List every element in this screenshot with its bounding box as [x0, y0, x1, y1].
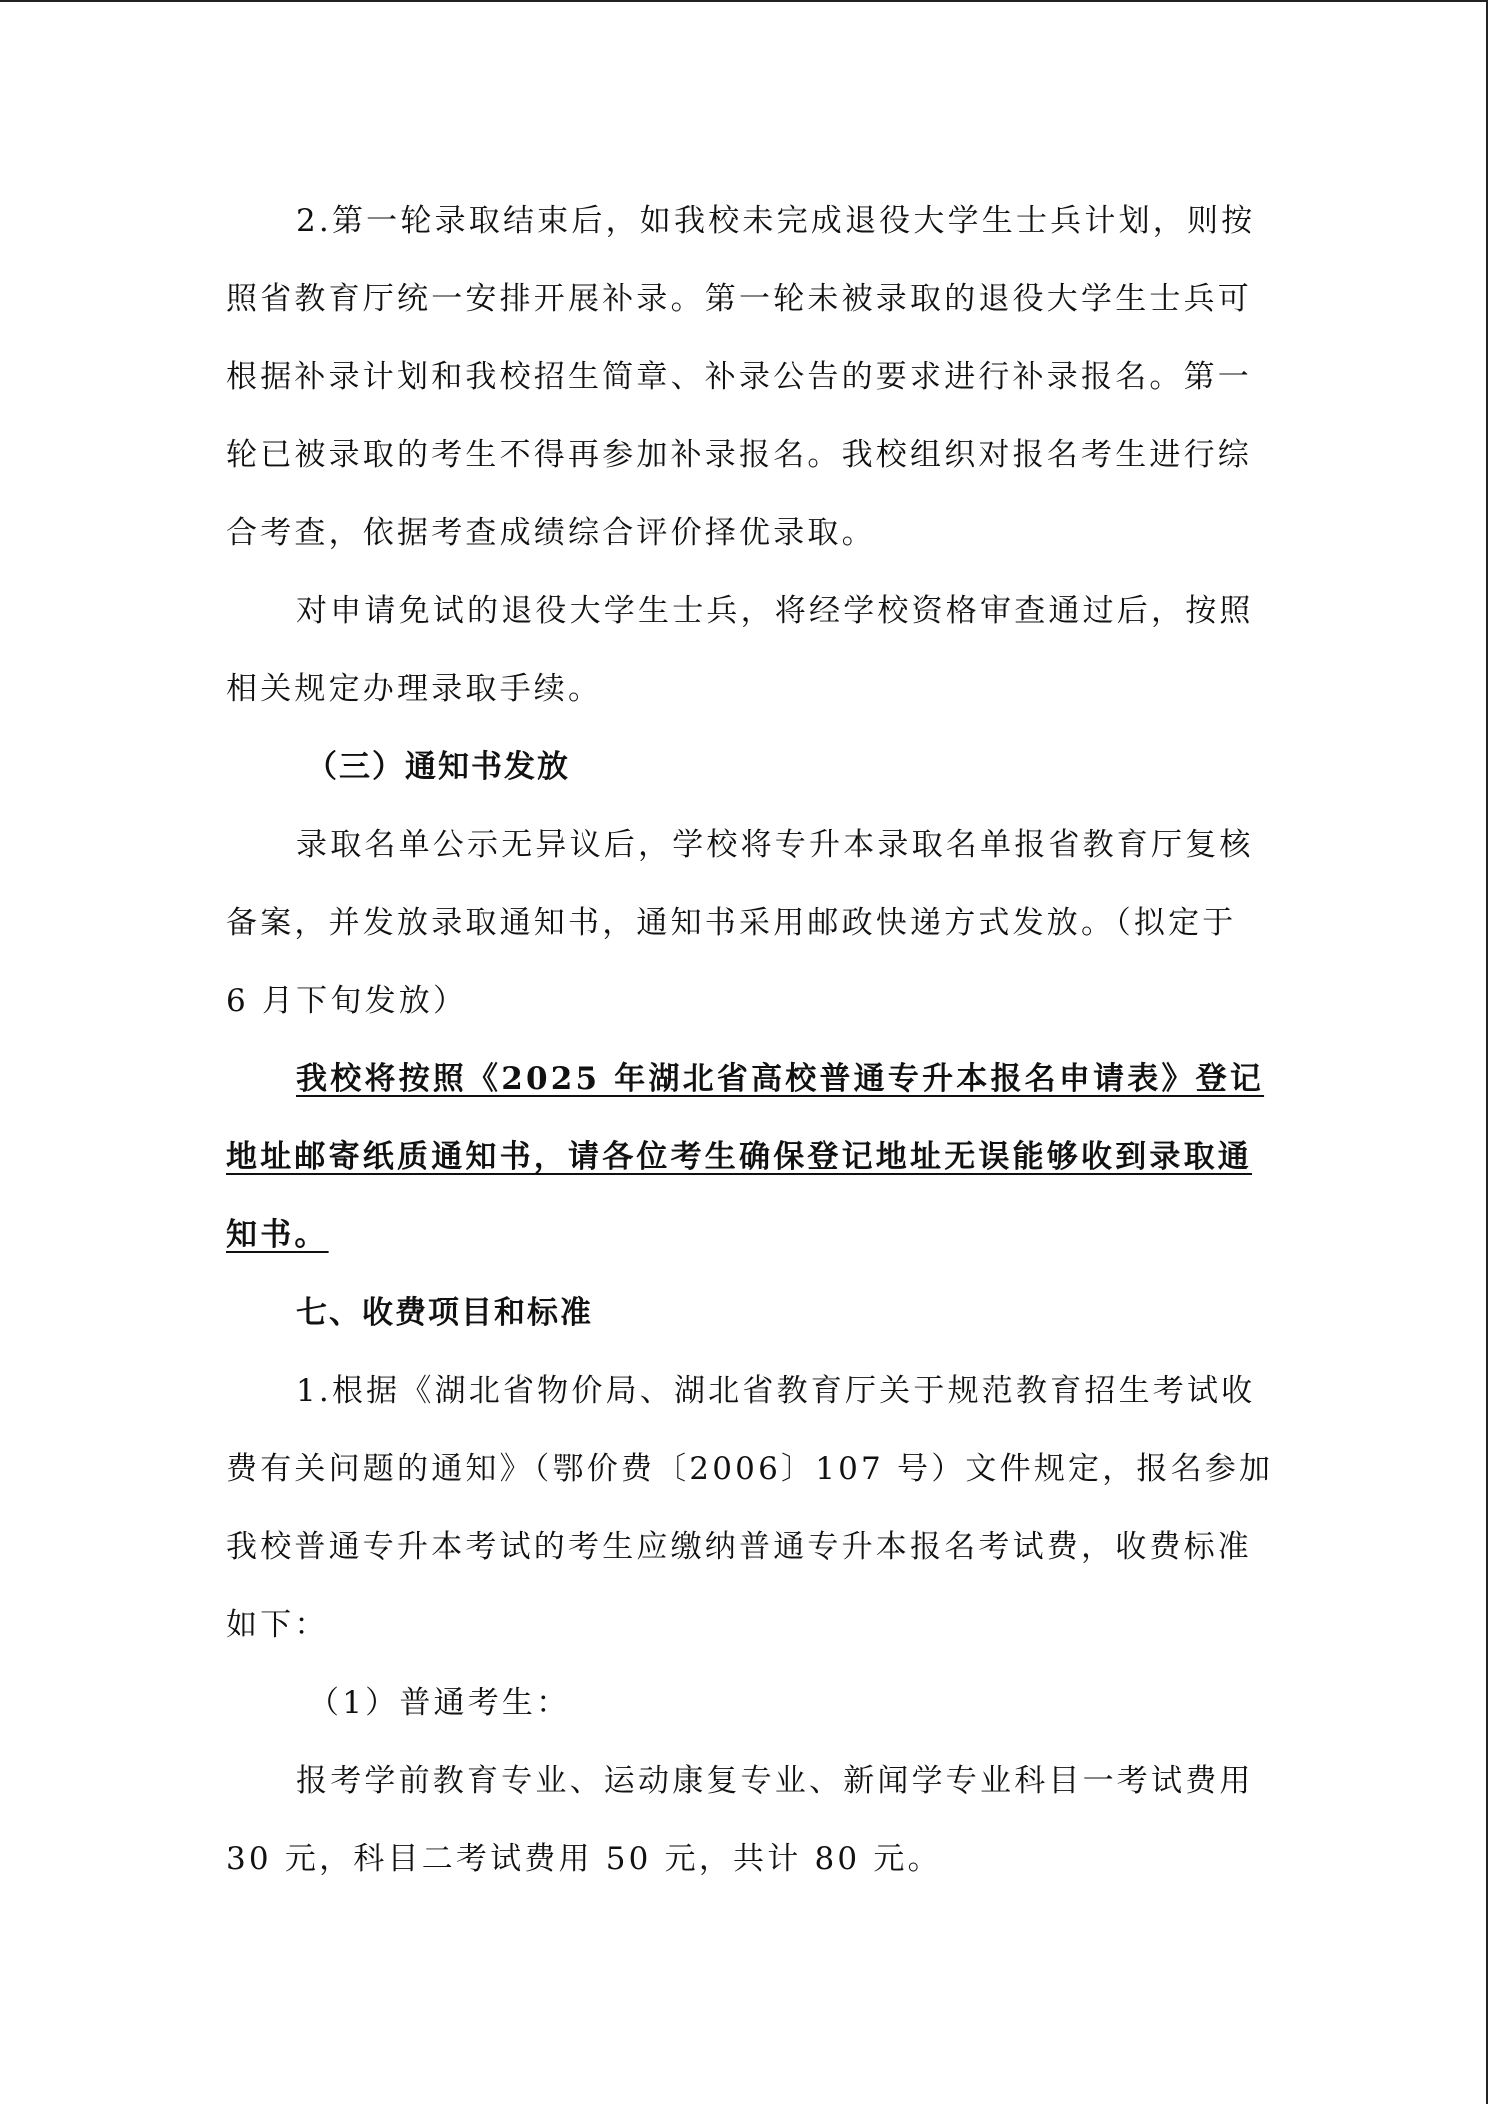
- paragraph-line: 6 月下旬发放）: [226, 983, 468, 1019]
- emphasis-line: [226, 1050, 1265, 1128]
- underlined-text: 知书。: [226, 1217, 329, 1253]
- document-body: [226, 192, 1274, 1908]
- paragraph-line: 对申请免试的退役大学生士兵，将经学校资格审查通过后，按照: [296, 593, 1254, 629]
- paragraph-line: 照省教育厅统一安排开展补录。第一轮未被录取的退役大学生士兵可: [226, 281, 1252, 317]
- paragraph-line: 如下：: [226, 1607, 329, 1643]
- paragraph-line: 费有关问题的通知》（鄂价费〔2006〕107 号）文件规定，报名参加: [226, 1451, 1274, 1487]
- paragraph-line: 合考查，依据考查成绩综合评价择优录取。: [226, 515, 876, 551]
- subheading-regular-candidates: （1）普通考生：: [308, 1685, 571, 1721]
- section-heading-notice: （三）通知书发放: [306, 749, 570, 785]
- paragraph-line: 30 元，科目二考试费用 50 元，共计 80 元。: [226, 1841, 942, 1877]
- paragraph-line: 相关规定办理录取手续。: [226, 671, 603, 707]
- underlined-text: 我校将按照《2025 年湖北省高校普通专升本报名申请表》登记: [296, 1061, 1265, 1097]
- paragraph-line: 备案，并发放录取通知书，通知书采用邮政快递方式发放。（拟定于: [226, 905, 1237, 941]
- emphasis-line: [226, 1128, 1262, 1206]
- paragraph-line: 报考学前教育专业、运动康复专业、新闻学专业科目一考试费用: [296, 1763, 1254, 1799]
- emphasis-line: [226, 1206, 1262, 1284]
- paragraph-line: 我校普通专升本考试的考生应缴纳普通专升本报名考试费，收费标准: [226, 1529, 1252, 1565]
- paragraph-line: 2.第一轮录取结束后，如我校未完成退役大学生士兵计划，则按: [296, 203, 1256, 239]
- paragraph-line: 轮已被录取的考生不得再参加补录报名。我校组织对报名考生进行综: [226, 437, 1252, 473]
- section-heading-fees: 七、收费项目和标准: [296, 1295, 593, 1331]
- paragraph-line: 录取名单公示无异议后，学校将专升本录取名单报省教育厅复核: [296, 827, 1254, 863]
- paragraph-line: 根据补录计划和我校招生简章、补录公告的要求进行补录报名。第一: [226, 359, 1252, 395]
- paragraph-line: 1.根据《湖北省物价局、湖北省教育厅关于规范教育招生考试收: [296, 1373, 1256, 1409]
- underlined-text: 地址邮寄纸质通知书，请各位考生确保登记地址无误能够收到录取通: [226, 1139, 1252, 1175]
